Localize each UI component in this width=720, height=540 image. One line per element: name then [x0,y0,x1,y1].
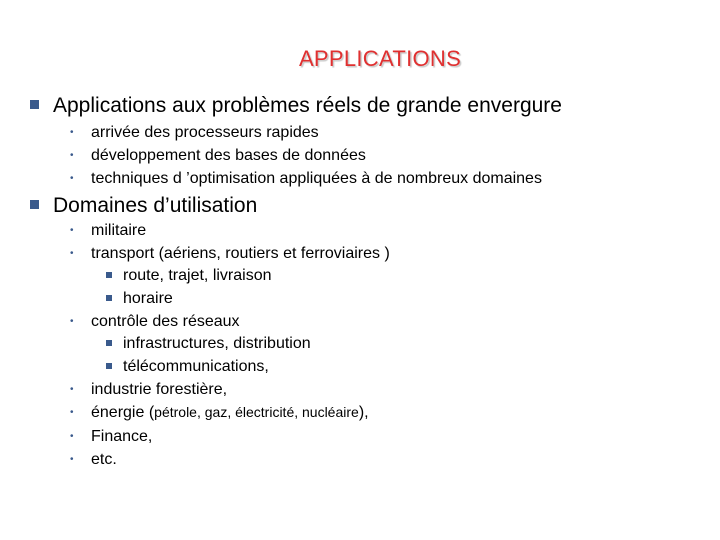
dot-bullet-icon: • [70,384,74,395]
list-item-text: développement des bases de données [91,147,366,164]
list-item [70,170,542,188]
sub-list-item [106,358,269,376]
section-heading-domaines [30,194,257,218]
section-heading-text: Applications aux problèmes réels de grande envergure [53,94,562,117]
section-heading-text: Domaines d’utilisation [53,194,258,217]
dot-bullet-icon: • [70,316,74,327]
sub-list-item-text: télécommunications, [123,358,269,375]
list-item-text: techniques d ’optimisation appliquées à de nombreux domaines [91,170,542,187]
square-bullet-icon [30,100,39,109]
dot-bullet-icon: • [70,248,74,259]
list-item [70,124,319,142]
square-bullet-icon [106,340,112,346]
section-heading-applications [30,94,562,118]
list-item [70,404,369,422]
list-item [70,428,152,446]
square-bullet-icon [106,363,112,369]
sub-list-item-text: horaire [123,290,173,307]
list-item-text: énergie ( [91,404,155,421]
energie-detail-text: pétrole, gaz, électricité, nucléaire [154,404,359,420]
list-item-text: industrie forestière, [91,381,228,398]
square-bullet-icon [106,295,112,301]
list-item-text-suffix: ), [358,404,369,421]
dot-bullet-icon: • [70,431,74,442]
sub-list-item-text: infrastructures, distribution [123,335,311,352]
list-item-text: etc. [91,451,117,468]
dot-bullet-icon: • [70,407,74,418]
list-item [70,222,146,240]
dot-bullet-icon: • [70,127,74,138]
sub-list-item [106,267,272,285]
list-item-text: militaire [91,222,147,239]
square-bullet-icon [106,272,112,278]
dot-bullet-icon: • [70,150,74,161]
list-item [70,147,366,165]
slide-title: APPLICATIONS [298,46,462,71]
list-item [70,245,390,263]
sub-list-item-text: route, trajet, livraison [123,267,272,284]
list-item-text: contrôle des réseaux [91,313,240,330]
list-item-text: arrivée des processeurs rapides [91,124,319,141]
list-item [70,313,240,331]
list-item [70,451,117,469]
list-item [70,381,227,399]
sub-list-item [106,335,311,353]
dot-bullet-icon: • [70,454,74,465]
list-item-text: transport (aériens, routiers et ferroviaires ) [91,245,390,262]
dot-bullet-icon: • [70,225,74,236]
square-bullet-icon [30,200,39,209]
dot-bullet-icon: • [70,173,74,184]
list-item-text: Finance, [91,428,153,445]
sub-list-item [106,290,173,308]
